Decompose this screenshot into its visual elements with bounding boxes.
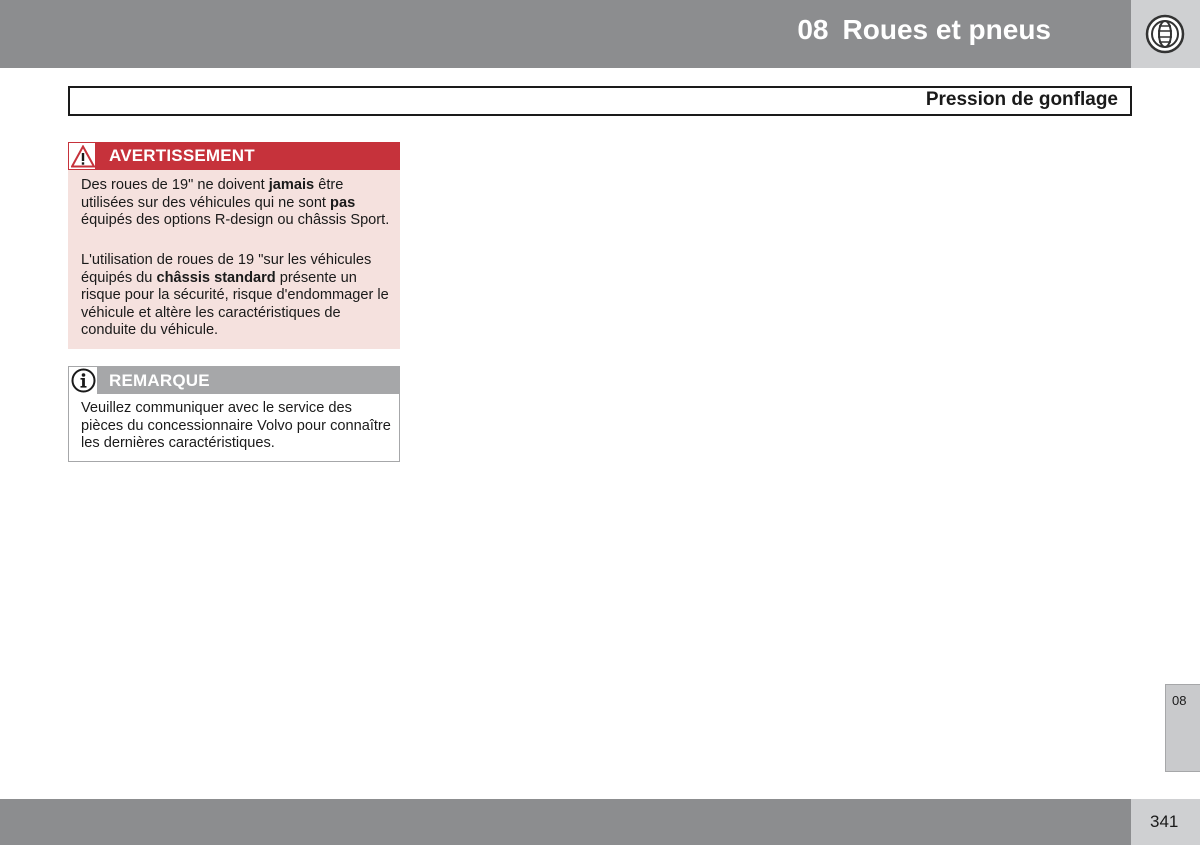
chapter-side-tab: [1165, 684, 1200, 772]
note-header: [69, 367, 399, 394]
footer-bar: [0, 799, 1131, 845]
warning-icon-box: [68, 142, 96, 170]
page-number-box: [1131, 799, 1200, 845]
tire-icon: [1145, 14, 1185, 54]
warning-text: présente un risque pour la sécurité, risque d'endommager le véhicule et altère les caractéristiques de conduite du véhicule.: [81, 269, 389, 338]
warning-text: Des roues de 19" ne doivent: [81, 177, 269, 193]
chapter-title: [797, 14, 1051, 46]
warning-emphasis: châssis standard: [156, 269, 276, 286]
note-paragraph: Veuillez communiquer avec le service des pièces du concessionnaire Volvo pour connaître les dernières caractéristiques.: [81, 400, 391, 451]
warning-paragraph-1: [81, 177, 393, 230]
side-tab-label: 08: [1172, 693, 1187, 708]
warning-paragraph-2: [81, 252, 393, 340]
section-title: Pression de gonflage: [925, 89, 1118, 110]
note-icon-box: [69, 367, 97, 394]
warning-header: [68, 142, 400, 170]
warning-emphasis: pas: [330, 194, 356, 211]
warning-text: être utilisées sur des véhicules qui ne sont: [81, 177, 344, 211]
chapter-name: Roues et pneus: [842, 14, 1051, 45]
page-number: 341: [1150, 812, 1179, 831]
info-icon: [71, 368, 96, 393]
header-bar: [0, 0, 1131, 68]
chapter-number: 08: [797, 14, 829, 45]
note-box: [68, 366, 400, 462]
warning-triangle-icon: [71, 145, 95, 168]
warning-text: équipés des options R-design ou châssis Sport.: [81, 212, 390, 228]
note-label: REMARQUE: [109, 371, 210, 390]
section-title-box: [68, 86, 1132, 116]
warning-emphasis: jamais: [268, 177, 315, 193]
chapter-icon-box: [1131, 0, 1200, 68]
warning-label: AVERTISSEMENT: [109, 146, 255, 165]
warning-text: L'utilisation de roues de 19 "sur les véhicules équipés du: [81, 252, 372, 286]
warning-box: [68, 142, 400, 349]
